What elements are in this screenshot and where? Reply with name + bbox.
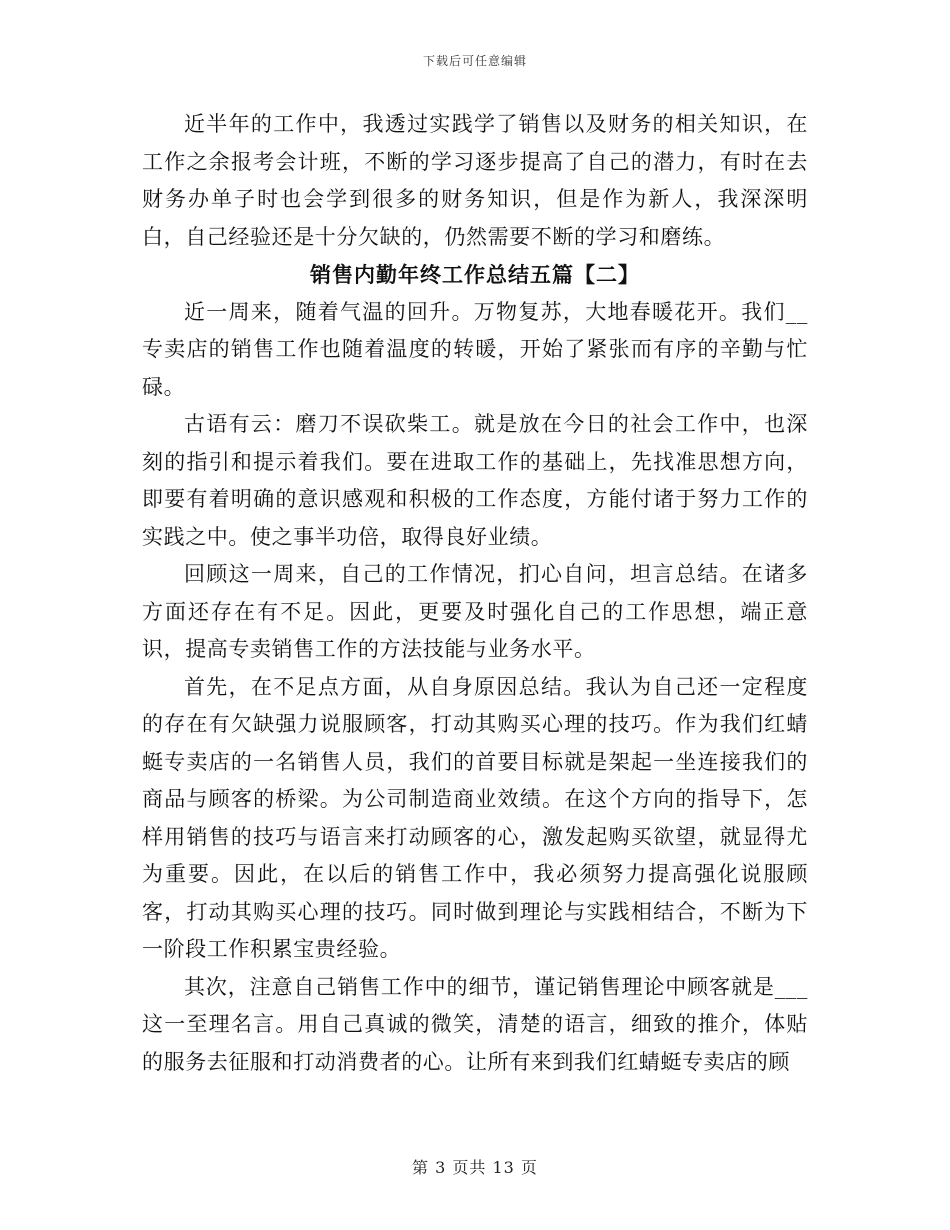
paragraph-5: 首先，在不足点方面，从自身原因总结。我认为自己还一定程度的存在有欠缺强力说服顾客，打动其购买心理的技巧。作为我们红蜻蜓专卖店的一名销售人员，我们的首要目标就是架起一坐连接我们的商品与顾客的桥梁。为公司制造商业效绩。在这个方向的指导下，怎样用销售的技巧与语言来打动顾客的心，激发起购买欲望，就显得尤为重要。因此，在以后的销售工作中，我必须努力提高强化说服顾客，打动其购买心理的技巧。同时做到理论与实践相结合，不断为下一阶段工作积累宝贵经验。 [142,674,808,961]
paragraph-2: 近一周来，随着气温的回升。万物复苏，大地春暖花开。我们__专卖店的销售工作也随着温度的转暖，开始了紧张而有序的辛勤与忙碌。 [142,299,808,399]
paragraph-1: 近半年的工作中，我透过实践学了销售以及财务的相关知识，在工作之余报考会计班，不断的学习逐步提高了自己的潜力，有时在去财务办单子时也会学到很多的财务知识，但是作为新人，我深深明白，自己经验还是十分欠缺的，仍然需要不断的学习和磨练。 [142,112,808,249]
paragraph-4: 回顾这一周来，自己的工作情况，扪心自问，坦言总结。在诸多方面还存在有不足。因此，更要及时强化自己的工作思想，端正意识，提高专卖销售工作的方法技能与业务水平。 [142,562,808,661]
paragraph-6: 其次，注意自己销售工作中的细节，谨记销售理论中顾客就是___这一至理名言。用自己真诚的微笑，清楚的语言，细致的推介，体贴的服务去征服和打动消费者的心。让所有来到我们红蜻蜓专卖店的顾 [142,974,808,1074]
section-heading: 销售内勤年终工作总结五篇【二】 [310,262,640,287]
document-body [142,106,808,1081]
page-number: 第 3 页共 13 页 [412,1158,538,1177]
paragraph-3: 古语有云：磨刀不误砍柴工。就是放在今日的社会工作中，也深刻的指引和提示着我们。要在进取工作的基础上，先找准思想方向，即要有着明确的意识感观和积极的工作态度，方能付诸于努力工作的实践之中。使之事半功倍，取得良好业绩。 [142,412,808,549]
page-header: 下载后可任意编辑 [422,54,527,68]
